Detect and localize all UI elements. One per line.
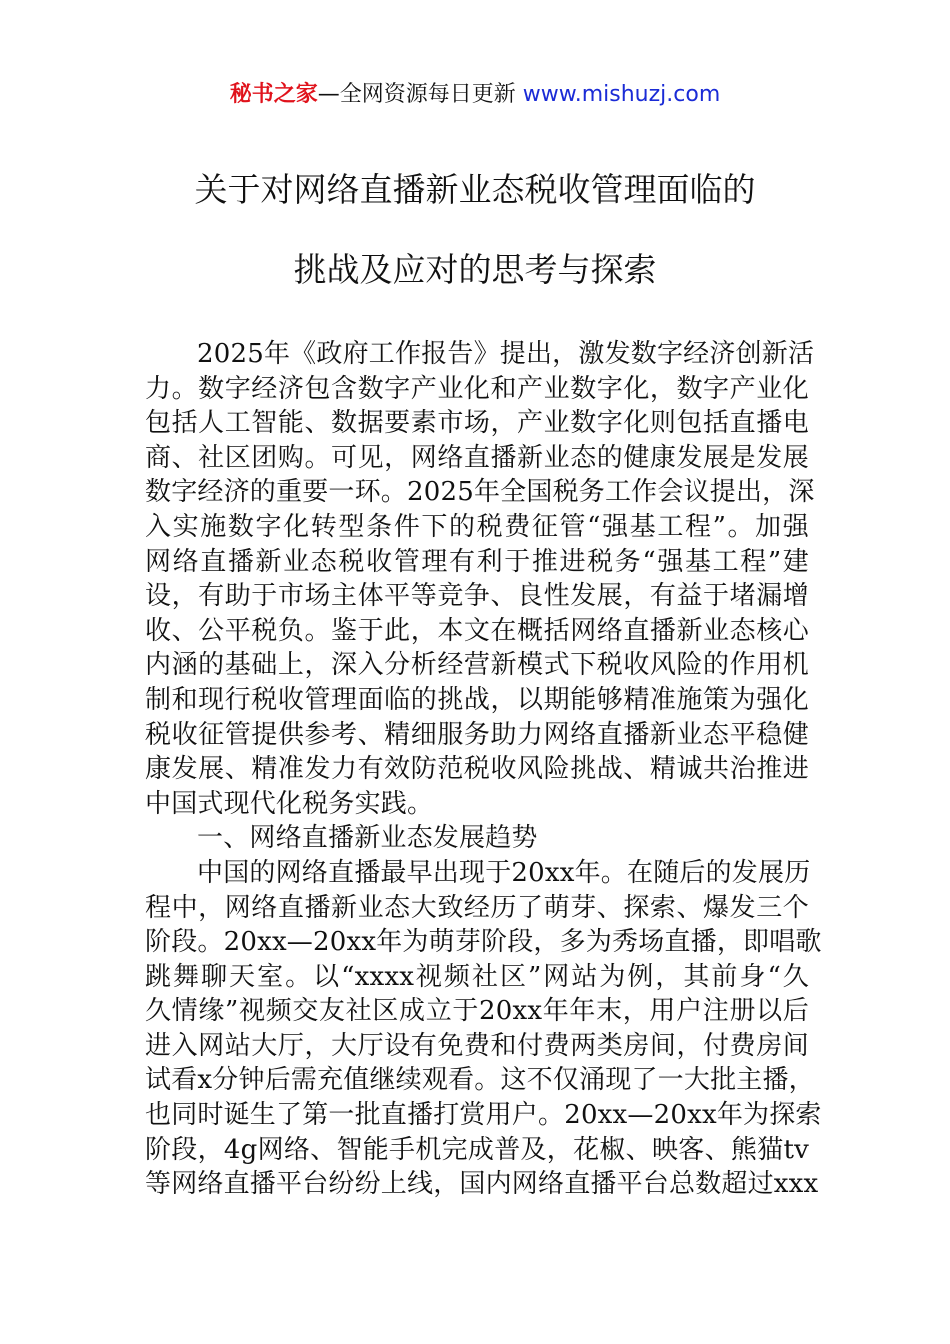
paragraph-2 bbox=[145, 856, 822, 1202]
document-body bbox=[145, 337, 822, 1202]
text-line: 试看x分钟后需充值继续观看。这不仅涌现了一大批主播， bbox=[145, 1065, 815, 1096]
text-line: 进入网站大厅，大厅设有免费和付费两类房间，付费房间 bbox=[145, 1030, 809, 1061]
text-line: 网络直播新业态税收管理有利于推进税务“强基工程”建 bbox=[145, 546, 809, 577]
text-line: 中国式现代化税务实践。 bbox=[145, 788, 434, 819]
document-title bbox=[60, 150, 890, 310]
text-line: 久情缘”视频交友社区成立于20xx年年末，用户注册以后 bbox=[145, 996, 809, 1027]
text-line: 入实施数字化转型条件下的税费征管“强基工程”。加强 bbox=[145, 511, 809, 542]
site-url-link[interactable]: www.mishuzj.com bbox=[522, 82, 721, 107]
text-line: 数字经济的重要一环。2025年全国税务工作会议提出，深 bbox=[145, 477, 815, 508]
text-line: 力。数字经济包含数字产业化和产业数字化，数字产业化 bbox=[145, 373, 809, 404]
text-line: 商、社区团购。可见，网络直播新业态的健康发展是发展 bbox=[145, 442, 809, 473]
text-line: 阶段。20xx—20xx年为萌芽阶段，多为秀场直播，即唱歌 bbox=[145, 927, 822, 958]
text-line: 2025年《政府工作报告》提出，激发数字经济创新活 bbox=[197, 339, 815, 369]
text-line: 中国的网络直播最早出现于20xx年。在随后的发展历 bbox=[197, 857, 811, 888]
section-heading: 一、网络直播新业态发展趋势 bbox=[197, 823, 538, 854]
text-line: 制和现行税收管理面临的挑战，以期能够精准施策为强化 bbox=[145, 684, 809, 715]
text-line: 内涵的基础上，深入分析经营新模式下税收风险的作用机 bbox=[145, 650, 809, 681]
paragraph-1 bbox=[145, 337, 815, 821]
text-line: 康发展、精准发力有效防范税收风险挑战、精诚共治推进 bbox=[145, 754, 809, 785]
text-line: 程中，网络直播新业态大致经历了萌芽、探索、爆发三个 bbox=[145, 892, 809, 923]
title-line-1: 关于对网络直播新业态税收管理面临的 bbox=[194, 170, 756, 209]
text-line: 税收征管提供参考、精细服务助力网络直播新业态平稳健 bbox=[145, 719, 809, 750]
site-tagline: —全网资源每日更新 bbox=[317, 82, 523, 107]
site-brand: 秘书之家 bbox=[229, 82, 318, 107]
text-line: 收、公平税负。鉴于此，本文在概括网络直播新业态核心 bbox=[145, 615, 809, 646]
text-line: 阶段，4g网络、智能手机完成普及，花椒、映客、熊猫tv bbox=[145, 1134, 809, 1165]
text-line: 跳舞聊天室。以“xxxx视频社区”网站为例，其前身“久 bbox=[145, 961, 809, 992]
site-header bbox=[0, 78, 950, 112]
text-line: 也同时诞生了第一批直播打赏用户。20xx—20xx年为探索 bbox=[145, 1100, 822, 1131]
text-line: 设，有助于市场主体平等竞争、良性发展，有益于堵漏增 bbox=[145, 581, 809, 612]
text-line: 包括人工智能、数据要素市场，产业数字化则包括直播电 bbox=[145, 408, 809, 439]
title-line-2: 挑战及应对的思考与探索 bbox=[293, 250, 657, 289]
text-line: 等网络直播平台纷纷上线，国内网络直播平台总数超过xxx bbox=[145, 1169, 819, 1200]
